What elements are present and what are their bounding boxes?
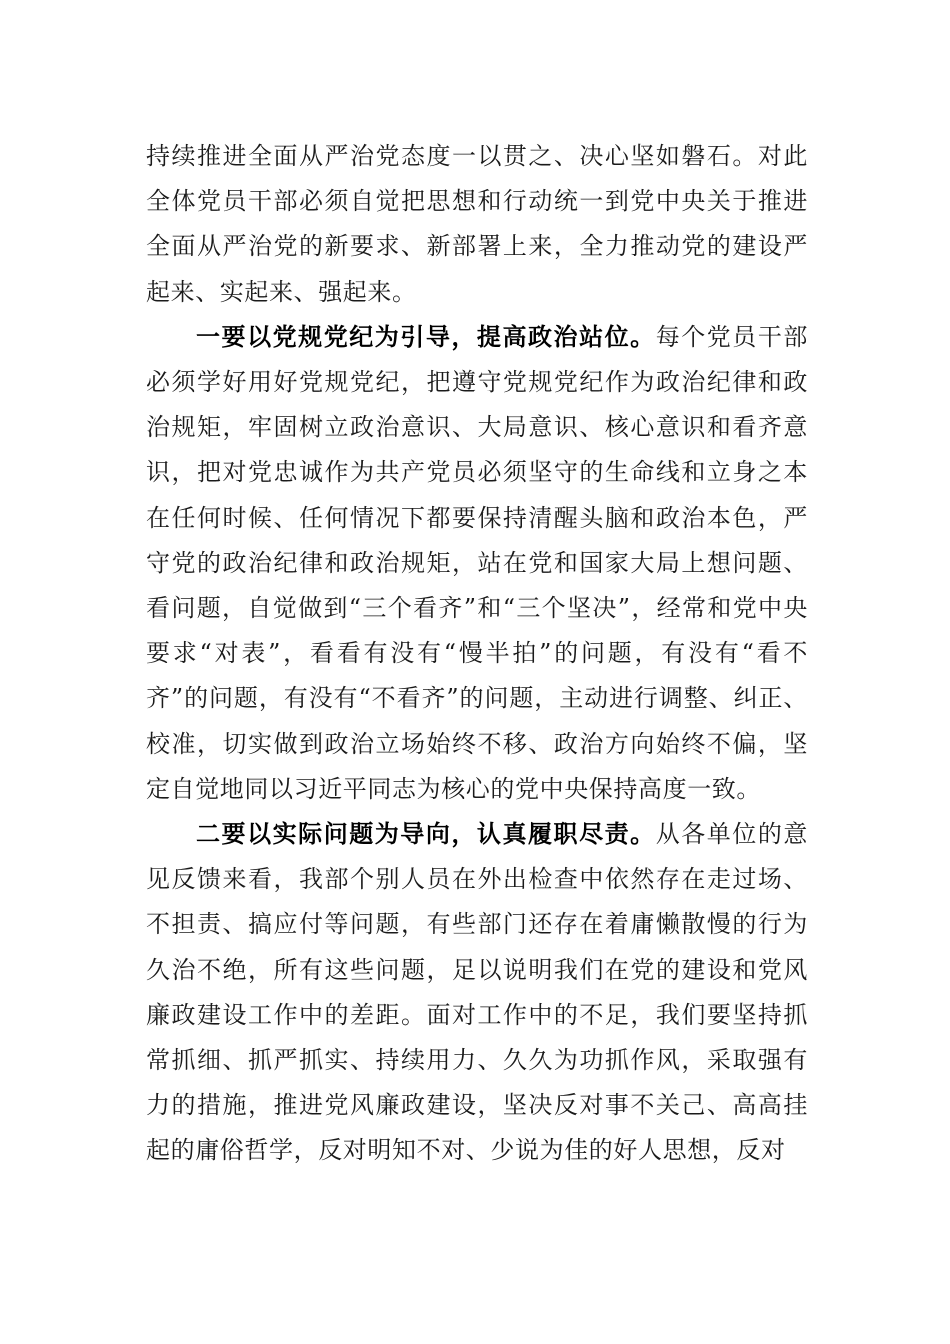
paragraph-text: 持续推进全面从严治党态度一以贯之、决心坚如磐石。对此全体党员干部必须自觉把思想和行动统一到党中央关于推进全面从严治党的新要求、新部署上来，全力推动党的建设严起来、实起来、强起来。 [146, 142, 808, 306]
paragraph-text: 每个党员干部必须学好用好党规党纪，把遵守党规党纪作为政治纪律和政治规矩，牢固树立政治意识、大局意识、核心意识和看齐意识，把对党忠诚作为共产党员必须坚守的生命线和立身之本在任何时候、任何情况下都要保持清醒头脑和政治本色，严守党的政治纪律和政治规矩，站在党和国家大局上想问题、看问题，自觉做到“三个看齐”和“三个坚决”，经常和党中央要求“对表”，看看有没有“慢半拍”的问题，有没有“看不齐”的问题，有没有“不看齐”的问题，主动进行调整、纠正、校准，切实做到政治立场始终不移、政治方向始终不偏，坚定自觉地同以习近平同志为核心的党中央保持高度一致。 [146, 322, 808, 803]
paragraph-text: 从各单位的意见反馈来看，我部个别人员在外出检查中依然存在走过场、不担责、搞应付等问题，有些部门还存在着庸懒散慢的行为久治不绝，所有这些问题，足以说明我们在党的建设和党风廉政建设工作中的差距。面对工作中的不足，我们要坚持抓常抓细、抓严抓实、持续用力、久久为功抓作风，采取强有力的措施，推进党风廉政建设，坚决反对事不关己、高高挂起的庸俗哲学，反对明知不对、少说为佳的好人思想，反对 [146, 820, 808, 1165]
paragraph-heading: 一要以党规党纪为引导，提高政治站位。 [196, 322, 656, 351]
paragraph-heading: 二要以实际问题为导向，认真履职尽责。 [196, 820, 656, 849]
paragraph-point-one [146, 315, 808, 812]
document-body [146, 134, 808, 1174]
paragraph-continuation [146, 134, 808, 315]
paragraph-point-two [146, 812, 808, 1174]
